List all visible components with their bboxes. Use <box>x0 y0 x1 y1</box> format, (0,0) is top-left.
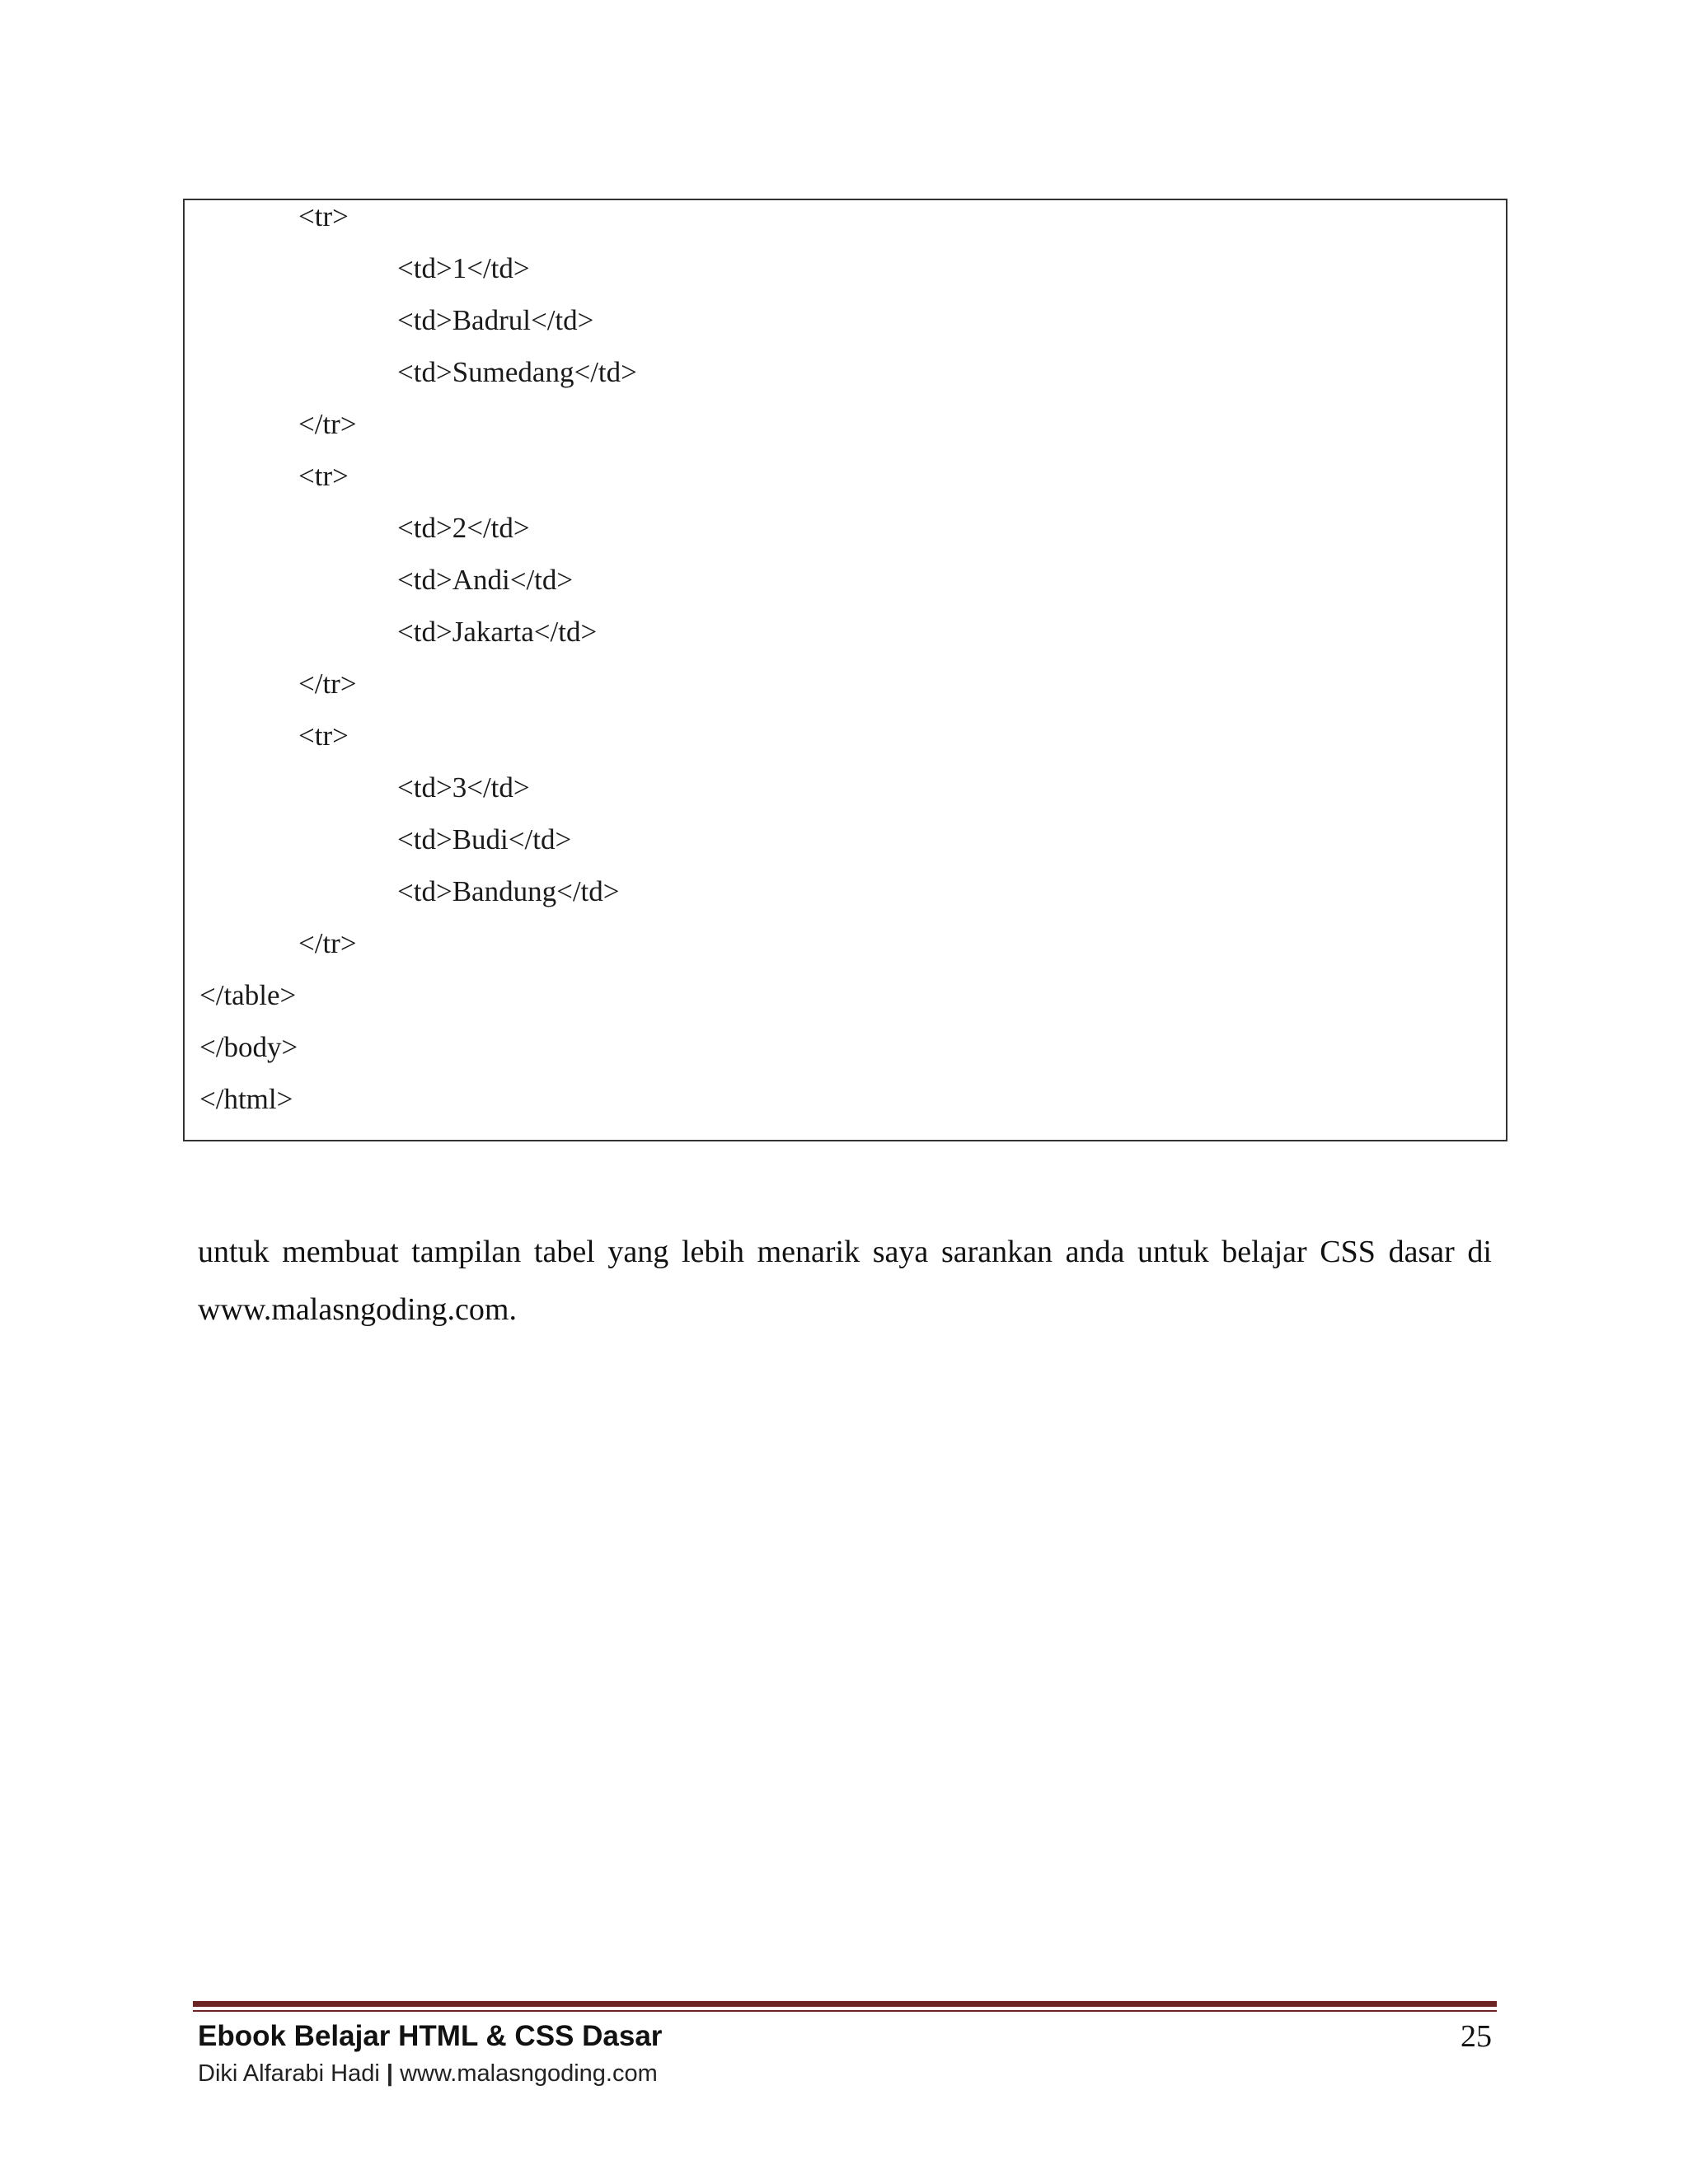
footer-byline <box>198 2059 658 2088</box>
code-line: <td>3</td> <box>397 771 530 804</box>
code-line: <tr> <box>298 200 349 232</box>
code-line: <td>1</td> <box>397 252 530 284</box>
code-line: </tr> <box>298 408 357 440</box>
footer-separator: | <box>386 2060 394 2087</box>
footer-author: Diki Alfarabi Hadi <box>198 2060 380 2087</box>
footer-book-title: Ebook Belajar HTML & CSS Dasar <box>198 2020 663 2052</box>
page-number: 25 <box>1461 2019 1492 2054</box>
body-paragraph: untuk membuat tampilan tabel yang lebih menarik saya sarankan anda untuk belajar CSS dasar di www.malasngoding.com. <box>198 1235 1492 1327</box>
code-line: <tr> <box>298 460 349 492</box>
footer-divider <box>193 2001 1497 2007</box>
code-line: <td>Badrul</td> <box>397 304 594 336</box>
code-line: </html> <box>199 1083 293 1115</box>
code-line: </tr> <box>298 668 357 700</box>
code-line: <td>Budi</td> <box>397 823 572 855</box>
code-line: <tr> <box>298 719 349 752</box>
code-line: <td>Jakarta</td> <box>397 616 598 648</box>
footer-divider-thin <box>193 2010 1497 2012</box>
code-line: </body> <box>199 1031 298 1063</box>
footer-website: www.malasngoding.com <box>400 2060 658 2087</box>
code-line: <td>Sumedang</td> <box>397 356 637 388</box>
code-line: <td>2</td> <box>397 512 530 544</box>
code-line: </table> <box>199 979 297 1011</box>
code-line: <td>Bandung</td> <box>397 875 620 907</box>
code-line: </tr> <box>298 927 357 959</box>
code-line: <td>Andi</td> <box>397 564 574 596</box>
code-block <box>183 199 1507 1141</box>
